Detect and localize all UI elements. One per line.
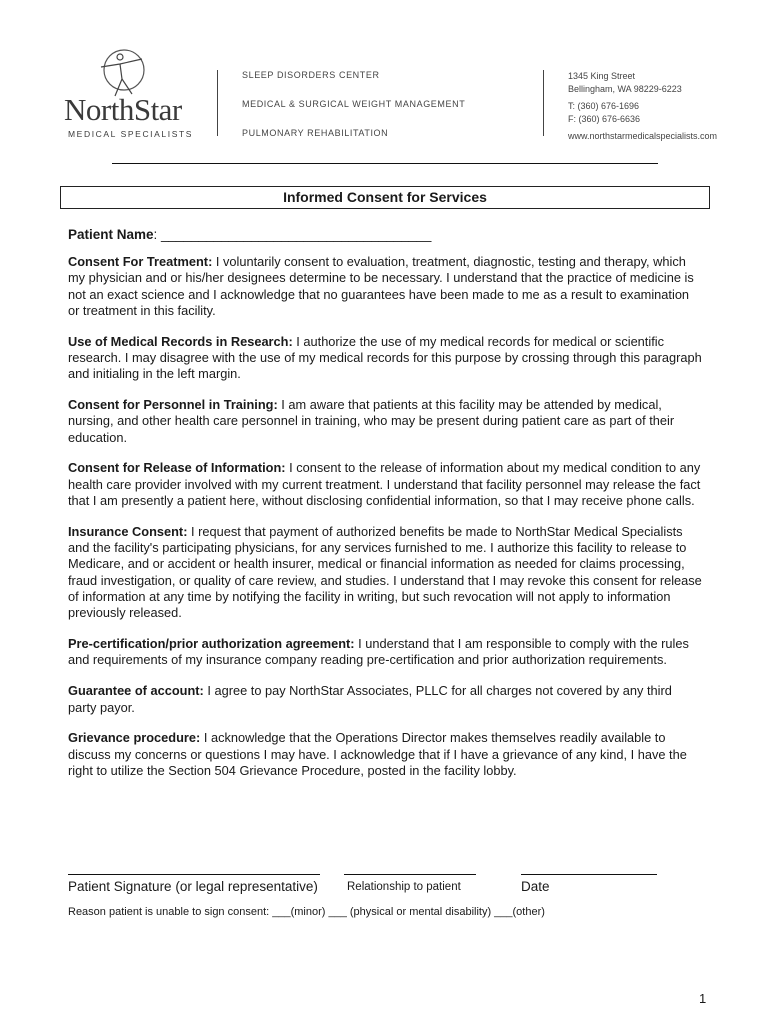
- section-heading: Consent for Release of Information:: [68, 460, 286, 476]
- section-insurance: [68, 524, 702, 622]
- header-divider-right: [543, 70, 544, 136]
- section-heading: Use of Medical Records in Research:: [68, 333, 293, 349]
- date-line[interactable]: [521, 874, 657, 875]
- website-link[interactable]: www.northstarmedicalspecialists.com: [568, 131, 718, 141]
- section-research: [68, 334, 702, 383]
- header-rule: [112, 163, 658, 164]
- signature-line[interactable]: [68, 874, 320, 875]
- page-number: 1: [699, 991, 707, 1006]
- fax: F: (360) 676-6636: [568, 114, 641, 124]
- relationship-label: Relationship to patient: [347, 881, 461, 893]
- service-sleep-disorders: SLEEP DISORDERS CENTER: [242, 70, 380, 80]
- section-text: I consent to the release of information about my medical condition to any health care provider involved with my current treatment. I understand that facility personnel may release the fact that I am presently a patient here, without disclosing confidential information, so that I may receive phone calls.: [68, 460, 701, 509]
- section-training: [68, 397, 702, 446]
- section-heading: Guarantee of account:: [68, 683, 204, 699]
- date-label: Date: [521, 879, 550, 894]
- section-heading: Consent For Treatment:: [68, 254, 213, 269]
- section-treatment: [68, 254, 702, 319]
- section-text: I agree to pay NorthStar Associates, PLLC for all charges not covered by any third party payor.: [68, 683, 672, 715]
- form-title: Informed Consent for Services: [60, 186, 710, 209]
- section-text: I voluntarily consent to evaluation, treatment, diagnostic, testing and therapy, which my physician and or his/her designees determine to be necessary. I understand that the practice of medicine is not an exact science and I acknowledge that no guarantees have been made to me as a result to examination or treatment in this facility.: [68, 254, 694, 318]
- patient-name-label: Patient Name: [68, 227, 154, 242]
- section-heading: Insurance Consent:: [68, 523, 188, 539]
- section-guarantee: [68, 683, 702, 716]
- service-weight-management: MEDICAL & SURGICAL WEIGHT MANAGEMENT: [242, 99, 466, 109]
- section-release-info: [68, 460, 702, 509]
- section-precertification: [68, 636, 702, 669]
- phone: T: (360) 676-1696: [568, 101, 640, 111]
- patient-name-blank[interactable]: : ____________________________________: [153, 227, 432, 242]
- contact-info: [568, 70, 717, 143]
- services-list: [242, 70, 465, 157]
- section-text: I am aware that patients at this facility may be attended by medical, nursing, and other health care personnel in training, who may be present during patient care as part of their education.: [68, 397, 675, 445]
- section-heading: Grievance procedure:: [68, 730, 201, 746]
- address-line1: 1345 King Street: [568, 71, 636, 81]
- patient-name-field[interactable]: [68, 227, 431, 242]
- consent-body: [68, 254, 702, 794]
- section-grievance: [68, 730, 702, 779]
- section-text: I acknowledge that the Operations Director makes themselves readily available to discuss my concerns or questions I may have. I acknowledge that if I have a grievance of any kind, I have the right to utilize the Section 504 Grievance Procedure, posted in the facility lobby.: [68, 730, 687, 778]
- service-pulmonary-rehab: PULMONARY REHABILITATION: [242, 128, 389, 138]
- logo-subtitle: MEDICAL SPECIALISTS: [68, 129, 194, 139]
- signature-label: Patient Signature (or legal representative): [68, 879, 318, 894]
- unable-to-sign-reason: Reason patient is unable to sign consent: ___(minor) ___ (physical or mental disability) ___(other): [68, 906, 545, 918]
- header-divider-left: [217, 70, 218, 136]
- section-text: I authorize the use of my medical records for medical or scientific research. I may disagree with the use of my medical records for this purpose by crossing through this paragraph and initialing in the left margin.: [68, 333, 702, 382]
- section-heading: Consent for Personnel in Training:: [68, 397, 278, 413]
- section-heading: Pre-certification/prior authorization agreement:: [68, 636, 355, 652]
- section-text: I understand that I am responsible to comply with the rules and requirements of my insurance company reading pre-certification and prior authorization requirements.: [68, 636, 689, 668]
- logo-name: NorthStar: [64, 92, 182, 127]
- address-line2: Bellingham, WA 98229-6223: [568, 84, 682, 94]
- relationship-line[interactable]: [344, 874, 476, 875]
- section-text: I request that payment of authorized benefits be made to NorthStar Medical Specialists and the facility's participating physicians, for any services furnished to me. I authorize this facility to release to Medicare, and or accident or health insurer, medical or financial information as needed for claims processing, fraud investigation, or quality of care review, and studies. I understand that I may revoke this consent for release of information at any time by notifying the facility in writing, but such revocation will not apply to information previously released.: [68, 523, 702, 621]
